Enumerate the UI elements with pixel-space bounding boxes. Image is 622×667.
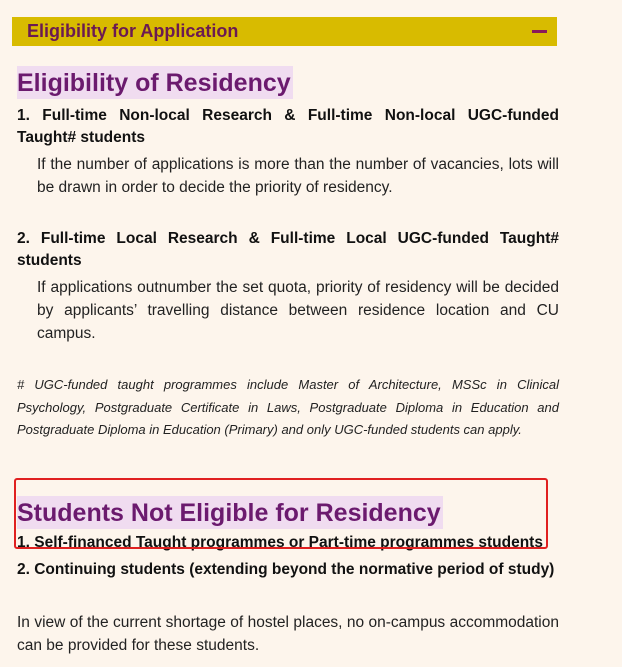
accordion-header[interactable] <box>12 17 557 46</box>
not-eligible-item: 1. Self-financed Taught programmes or Part-time programmes students <box>17 533 543 551</box>
footnote: # UGC-funded taught programmes include Master of Architecture, MSSc in Clinical Psychology, Postgraduate Certificate in Laws, Postgraduate Diploma in Education and Postgraduate Diploma in Education (Primary) and only UGC-funded students can apply. <box>17 377 559 437</box>
eligibility-section-title: Eligibility of Residency <box>17 66 293 99</box>
not-eligible-section-title: Students Not Eligible for Residency <box>17 496 443 529</box>
main-content <box>17 66 559 657</box>
eligibility-item-heading: 2. Full-time Local Research & Full-time Local UGC-funded Taught# students <box>17 230 559 269</box>
not-eligible-item: 2. Continuing students (extending beyond the normative period of study) <box>17 560 555 578</box>
shortage-note: In view of the current shortage of hostel places, no on-campus accommodation can be provided for these students. <box>17 613 559 654</box>
eligibility-item-text: If the number of applications is more than the number of vacancies, lots will be drawn in order to decide the priority of residency. <box>37 156 559 196</box>
minus-icon[interactable] <box>531 26 547 38</box>
eligibility-item-heading: 1. Full-time Non-local Research & Full-time Non-local UGC-funded Taught# students <box>17 107 559 146</box>
accordion-title: Eligibility for Application <box>27 21 239 41</box>
eligibility-item-text: If applications outnumber the set quota, priority of residency will be decided by applicants’ travelling distance between residence location and CU campus. <box>37 279 559 342</box>
highlight-box <box>14 478 548 549</box>
